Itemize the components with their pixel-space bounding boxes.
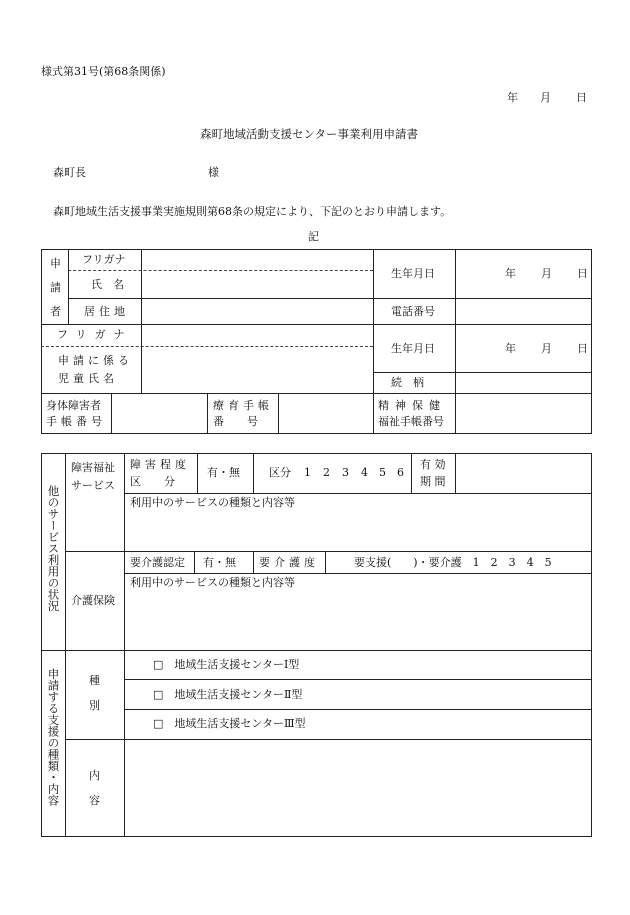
degree-label-line1: 障害程度 bbox=[130, 458, 190, 471]
option-type-3[interactable]: □ 地域生活支援センターⅢ型 bbox=[153, 717, 306, 730]
child-birth-day: 日 bbox=[577, 342, 588, 355]
kubun-6: 6 bbox=[397, 466, 404, 479]
applicant-side-label-3: 者 bbox=[50, 305, 61, 318]
degree-yes-no: 有・無 bbox=[207, 466, 240, 479]
applicant-furigana-label: フリガナ bbox=[82, 253, 126, 266]
application-statement: 森町地域生活支援事業実施規則第68条の規定により、下記のとおり申請します。 bbox=[53, 205, 452, 218]
child-furigana-label: フリガナ bbox=[57, 328, 133, 341]
option-type-1[interactable]: □ 地域生活支援センターⅠ型 bbox=[153, 658, 300, 671]
care-level-label: 要介護度 bbox=[259, 556, 319, 569]
kubun-5: 5 bbox=[379, 466, 386, 479]
ki-label: 記 bbox=[308, 230, 319, 243]
kubun-2: 2 bbox=[323, 466, 330, 479]
child-relation-label: 続 柄 bbox=[391, 376, 424, 389]
applicant-phone-label: 電話番号 bbox=[391, 305, 435, 318]
child-birth-year: 年 bbox=[505, 342, 516, 355]
applicant-name-label: 氏 名 bbox=[91, 278, 124, 291]
degree-label-line2: 区 分 bbox=[130, 475, 181, 488]
physical-handbook-label-2: 手帳番号 bbox=[46, 415, 106, 428]
care-services-label: 利用中のサービスの種類と内容等 bbox=[130, 576, 295, 589]
applicant-birthdate-label: 生年月日 bbox=[391, 267, 435, 280]
applicant-birth-day: 日 bbox=[577, 267, 588, 280]
mental-handbook-label-2: 福祉手帳番号 bbox=[378, 415, 444, 428]
date-month-label: 月 bbox=[540, 91, 551, 104]
option-type-2[interactable]: □ 地域生活支援センターⅡ型 bbox=[153, 688, 303, 701]
kubun-1: 1 bbox=[304, 466, 311, 479]
ryoiku-handbook-label-1: 療育手帳 bbox=[213, 399, 273, 412]
child-name-label-line1: 申請に係る bbox=[58, 354, 133, 367]
type-label-2: 別 bbox=[89, 699, 100, 712]
welfare-services-label: 利用中のサービスの種類と内容等 bbox=[130, 496, 295, 509]
applicant-side-label-1: 申 bbox=[50, 257, 61, 270]
physical-handbook-label-1: 身体障害者 bbox=[46, 399, 101, 412]
content-label-1: 内 bbox=[89, 769, 100, 782]
date-day-label: 日 bbox=[576, 91, 587, 104]
child-birthdate-label: 生年月日 bbox=[391, 342, 435, 355]
welfare-label-line1: 障害福祉 bbox=[71, 461, 115, 474]
applicant-address-label: 居住地 bbox=[84, 305, 129, 318]
addressee: 森町長 bbox=[53, 166, 86, 179]
document-title: 森町地域活動支援センター事業利用申請書 bbox=[200, 127, 419, 141]
care-cert-label: 要介護認定 bbox=[130, 556, 185, 569]
applicant-birth-month: 月 bbox=[541, 267, 552, 280]
content-label-2: 容 bbox=[89, 794, 100, 807]
mental-handbook-label-1: 精神保健 bbox=[378, 399, 446, 412]
care-insurance-label: 介護保険 bbox=[71, 594, 115, 607]
welfare-label-line2: サービス bbox=[71, 479, 115, 492]
kubun-3: 3 bbox=[342, 466, 349, 479]
care-yes-no: 有・無 bbox=[203, 556, 236, 569]
valid-period-line2: 期 間 bbox=[420, 475, 446, 488]
honorific: 様 bbox=[208, 166, 219, 179]
kubun-4: 4 bbox=[361, 466, 368, 479]
type-label-1: 種 bbox=[89, 674, 100, 687]
form-number: 様式第31号(第68条関係) bbox=[41, 65, 166, 78]
request-side-label: 申請する支援の種類・内容 bbox=[46, 668, 61, 806]
other-services-side-label: 他のサービス利用の状況 bbox=[46, 485, 61, 612]
care-level-value: 要支援( )・要介護 1 2 3 4 5 bbox=[354, 556, 552, 569]
applicant-birth-year: 年 bbox=[505, 267, 516, 280]
child-name-label-line2: 児童氏名 bbox=[58, 372, 118, 385]
kubun-label: 区分 bbox=[269, 466, 291, 479]
date-year-label: 年 bbox=[507, 91, 518, 104]
ryoiku-handbook-label-2: 番 号 bbox=[213, 415, 264, 428]
valid-period-line1: 有 効 bbox=[420, 458, 446, 471]
applicant-side-label-2: 請 bbox=[50, 281, 61, 294]
child-birth-month: 月 bbox=[541, 342, 552, 355]
